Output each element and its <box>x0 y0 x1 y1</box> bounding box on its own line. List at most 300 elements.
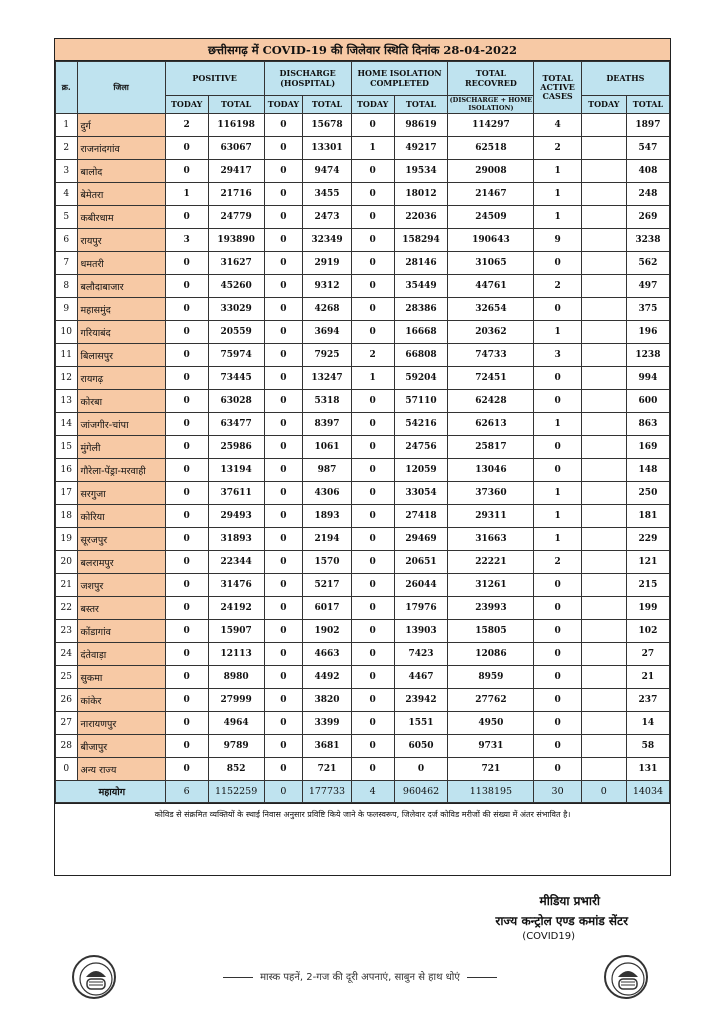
row-district: राजनांदगांव <box>77 137 165 160</box>
cell-dis-today: 0 <box>264 298 303 321</box>
cell-hi-total: 24756 <box>394 436 448 459</box>
header-deaths: DEATHS <box>581 62 669 96</box>
cell-hi-today: 2 <box>351 344 394 367</box>
cell-dis-total: 987 <box>303 459 351 482</box>
header-today: TODAY <box>581 96 626 114</box>
cell-recovered: 72451 <box>448 367 534 390</box>
cell-active: 0 <box>534 689 581 712</box>
cell-death-total: 237 <box>626 689 669 712</box>
cell-dis-total: 4268 <box>303 298 351 321</box>
cell-death-total: 3238 <box>626 229 669 252</box>
signature-office: राज्य कन्ट्रोल एण्ड कमांड सेंटर <box>495 914 628 928</box>
cell-dis-today: 0 <box>264 597 303 620</box>
cell-pos-today: 0 <box>165 252 208 275</box>
header-recovered-sub: (DISCHARGE + HOME ISOLATION) <box>449 96 533 112</box>
row-district: बलरामपुर <box>77 551 165 574</box>
cell-pos-total: 8980 <box>208 666 264 689</box>
cell-death-today <box>581 252 626 275</box>
cell-pos-today: 0 <box>165 206 208 229</box>
cell-death-total: 131 <box>626 758 669 781</box>
cell-dis-today: 0 <box>264 206 303 229</box>
table-row <box>56 643 670 666</box>
cell-pos-total: 37611 <box>208 482 264 505</box>
cell-hi-total: 0 <box>394 758 448 781</box>
cell-hi-today: 1 <box>351 367 394 390</box>
cell-dis-today: 0 <box>264 344 303 367</box>
header-total-recovered: TOTAL RECOVRED <box>448 62 534 96</box>
cell-hi-total: 20651 <box>394 551 448 574</box>
cell-dis-today: 0 <box>264 114 303 137</box>
cell-death-total: 181 <box>626 505 669 528</box>
cell-death-total: 250 <box>626 482 669 505</box>
cell-pos-today: 0 <box>165 620 208 643</box>
total-dis-total: 177733 <box>303 781 351 803</box>
cell-dis-today: 0 <box>264 229 303 252</box>
cell-active: 1 <box>534 413 581 436</box>
row-serial: 22 <box>56 597 78 620</box>
table-row <box>56 505 670 528</box>
cell-hi-today: 0 <box>351 298 394 321</box>
header-total: TOTAL <box>394 96 448 114</box>
cell-dis-total: 3681 <box>303 735 351 758</box>
cell-dis-today: 0 <box>264 459 303 482</box>
table-row <box>56 551 670 574</box>
cell-death-total: 547 <box>626 137 669 160</box>
cell-death-today <box>581 114 626 137</box>
cell-active: 1 <box>534 321 581 344</box>
table-row <box>56 597 670 620</box>
total-hi-total: 960462 <box>394 781 448 803</box>
cell-pos-total: 75974 <box>208 344 264 367</box>
row-serial: 21 <box>56 574 78 597</box>
cell-pos-today: 0 <box>165 528 208 551</box>
cell-death-total: 121 <box>626 551 669 574</box>
cell-hi-today: 0 <box>351 574 394 597</box>
cell-active: 0 <box>534 252 581 275</box>
cell-death-total: 497 <box>626 275 669 298</box>
row-district: दुर्ग <box>77 114 165 137</box>
cell-pos-total: 29417 <box>208 160 264 183</box>
table-row <box>56 712 670 735</box>
cell-dis-today: 0 <box>264 252 303 275</box>
cell-recovered: 20362 <box>448 321 534 344</box>
cell-dis-today: 0 <box>264 643 303 666</box>
cell-recovered: 62428 <box>448 390 534 413</box>
cell-hi-total: 98619 <box>394 114 448 137</box>
cell-pos-today: 0 <box>165 390 208 413</box>
cell-pos-today: 0 <box>165 551 208 574</box>
cell-dis-total: 4492 <box>303 666 351 689</box>
cell-hi-today: 0 <box>351 206 394 229</box>
cell-death-today <box>581 643 626 666</box>
cell-recovered: 114297 <box>448 114 534 137</box>
cell-hi-total: 49217 <box>394 137 448 160</box>
cell-death-total: 102 <box>626 620 669 643</box>
cell-dis-today: 0 <box>264 735 303 758</box>
cell-hi-today: 0 <box>351 160 394 183</box>
cell-hi-today: 0 <box>351 321 394 344</box>
table-row <box>56 666 670 689</box>
mask-icon <box>72 955 116 999</box>
cell-dis-today: 0 <box>264 413 303 436</box>
row-district: कोरिया <box>77 505 165 528</box>
cell-pos-total: 29493 <box>208 505 264 528</box>
cell-pos-total: 73445 <box>208 367 264 390</box>
table-row <box>56 574 670 597</box>
row-serial: 18 <box>56 505 78 528</box>
cell-pos-total: 63067 <box>208 137 264 160</box>
row-serial: 26 <box>56 689 78 712</box>
cell-pos-total: 24779 <box>208 206 264 229</box>
cell-recovered: 29311 <box>448 505 534 528</box>
cell-death-today <box>581 160 626 183</box>
cell-death-today <box>581 712 626 735</box>
cell-dis-total: 3694 <box>303 321 351 344</box>
cell-death-today <box>581 505 626 528</box>
header-total: TOTAL <box>208 96 264 114</box>
cell-pos-today: 0 <box>165 436 208 459</box>
cell-death-total: 229 <box>626 528 669 551</box>
table-row <box>56 160 670 183</box>
cell-recovered: 12086 <box>448 643 534 666</box>
cell-death-total: 1238 <box>626 344 669 367</box>
table-row <box>56 735 670 758</box>
cell-hi-total: 13903 <box>394 620 448 643</box>
cell-hi-total: 22036 <box>394 206 448 229</box>
cell-recovered: 32654 <box>448 298 534 321</box>
cell-death-today <box>581 321 626 344</box>
table-row <box>56 367 670 390</box>
cell-hi-today: 0 <box>351 689 394 712</box>
cell-death-today <box>581 528 626 551</box>
row-serial: 25 <box>56 666 78 689</box>
cell-pos-today: 0 <box>165 574 208 597</box>
cell-recovered: 13046 <box>448 459 534 482</box>
row-serial: 9 <box>56 298 78 321</box>
total-row <box>56 781 670 803</box>
table-row <box>56 436 670 459</box>
cell-recovered: 62518 <box>448 137 534 160</box>
cell-active: 4 <box>534 114 581 137</box>
cell-pos-today: 0 <box>165 758 208 781</box>
header-today: TODAY <box>264 96 303 114</box>
cell-dis-today: 0 <box>264 505 303 528</box>
table-row <box>56 275 670 298</box>
row-serial: 6 <box>56 229 78 252</box>
cell-death-total: 562 <box>626 252 669 275</box>
cell-pos-total: 33029 <box>208 298 264 321</box>
cell-active: 1 <box>534 528 581 551</box>
table-row <box>56 689 670 712</box>
row-serial: 2 <box>56 137 78 160</box>
cell-hi-today: 0 <box>351 252 394 275</box>
cell-active: 0 <box>534 390 581 413</box>
row-serial: 24 <box>56 643 78 666</box>
cell-hi-today: 0 <box>351 758 394 781</box>
cell-dis-total: 1893 <box>303 505 351 528</box>
cell-hi-total: 158294 <box>394 229 448 252</box>
cell-dis-total: 3399 <box>303 712 351 735</box>
cell-active: 0 <box>534 298 581 321</box>
cell-recovered: 24509 <box>448 206 534 229</box>
row-serial: 11 <box>56 344 78 367</box>
cell-dis-total: 2919 <box>303 252 351 275</box>
cell-dis-total: 5318 <box>303 390 351 413</box>
cell-death-total: 58 <box>626 735 669 758</box>
cell-pos-total: 31893 <box>208 528 264 551</box>
cell-recovered: 37360 <box>448 482 534 505</box>
cell-recovered: 62613 <box>448 413 534 436</box>
table-row <box>56 206 670 229</box>
cell-pos-total: 4964 <box>208 712 264 735</box>
cell-recovered: 25817 <box>448 436 534 459</box>
cell-dis-today: 0 <box>264 367 303 390</box>
row-serial: 13 <box>56 390 78 413</box>
row-district: मुंगेली <box>77 436 165 459</box>
cell-death-total: 994 <box>626 367 669 390</box>
total-active: 30 <box>534 781 581 803</box>
cell-pos-total: 45260 <box>208 275 264 298</box>
cell-dis-total: 1570 <box>303 551 351 574</box>
cell-hi-total: 28146 <box>394 252 448 275</box>
cell-hi-total: 28386 <box>394 298 448 321</box>
row-district: गरियाबंद <box>77 321 165 344</box>
cell-hi-total: 59204 <box>394 367 448 390</box>
row-serial: 1 <box>56 114 78 137</box>
cell-recovered: 31261 <box>448 574 534 597</box>
cell-death-today <box>581 735 626 758</box>
header-discharge: DISCHARGE (HOSPITAL) <box>264 62 351 96</box>
total-label: महायोग <box>56 781 166 803</box>
signature-title: मीडिया प्रभारी <box>539 894 600 908</box>
cell-hi-total: 18012 <box>394 183 448 206</box>
row-district: बीजापुर <box>77 735 165 758</box>
row-district: जांजगीर-चांपा <box>77 413 165 436</box>
cell-recovered: 15805 <box>448 620 534 643</box>
cell-hi-today: 0 <box>351 643 394 666</box>
cell-dis-today: 0 <box>264 666 303 689</box>
cell-recovered: 8959 <box>448 666 534 689</box>
cell-pos-today: 0 <box>165 505 208 528</box>
row-district: कबीरधाम <box>77 206 165 229</box>
cell-active: 2 <box>534 137 581 160</box>
cell-active: 2 <box>534 275 581 298</box>
cell-active: 0 <box>534 712 581 735</box>
cell-pos-total: 21716 <box>208 183 264 206</box>
cell-death-today <box>581 206 626 229</box>
cell-pos-today: 0 <box>165 689 208 712</box>
cell-active: 1 <box>534 505 581 528</box>
cell-active: 1 <box>534 160 581 183</box>
cell-pos-today: 0 <box>165 275 208 298</box>
cell-recovered: 74733 <box>448 344 534 367</box>
row-district: रायगढ़ <box>77 367 165 390</box>
cell-pos-today: 2 <box>165 114 208 137</box>
row-serial: 4 <box>56 183 78 206</box>
row-district: सरगुजा <box>77 482 165 505</box>
row-district: बलौदाबाजार <box>77 275 165 298</box>
row-serial: 3 <box>56 160 78 183</box>
row-serial: 8 <box>56 275 78 298</box>
header-positive: POSITIVE <box>165 62 264 96</box>
row-district: बेमेतरा <box>77 183 165 206</box>
cell-recovered: 31065 <box>448 252 534 275</box>
cell-pos-total: 25986 <box>208 436 264 459</box>
cell-hi-today: 0 <box>351 482 394 505</box>
cell-death-today <box>581 229 626 252</box>
cell-death-total: 27 <box>626 643 669 666</box>
row-serial: 27 <box>56 712 78 735</box>
cell-hi-total: 33054 <box>394 482 448 505</box>
footnote: कोविड से संक्रमित व्यक्तियों के स्थाई निवास अनुसार प्रविष्टि किये जाने के फलस्वरूप, जिलेवार दर्ज कोविड मरीजों की संख्या में अंतर संभावित है। <box>55 803 670 825</box>
cell-death-total: 1897 <box>626 114 669 137</box>
cell-death-total: 269 <box>626 206 669 229</box>
cell-dis-total: 1061 <box>303 436 351 459</box>
cell-recovered: 21467 <box>448 183 534 206</box>
row-district: जशपुर <box>77 574 165 597</box>
cell-pos-total: 63028 <box>208 390 264 413</box>
cell-death-today <box>581 574 626 597</box>
row-district: अन्य राज्य <box>77 758 165 781</box>
cell-death-total: 196 <box>626 321 669 344</box>
cell-death-today <box>581 597 626 620</box>
cell-dis-today: 0 <box>264 689 303 712</box>
cell-active: 0 <box>534 459 581 482</box>
cell-active: 0 <box>534 735 581 758</box>
row-serial: 12 <box>56 367 78 390</box>
cell-hi-today: 0 <box>351 597 394 620</box>
cell-death-total: 199 <box>626 597 669 620</box>
row-district: बस्तर <box>77 597 165 620</box>
cell-dis-today: 0 <box>264 183 303 206</box>
total-death-total: 14034 <box>626 781 669 803</box>
cell-hi-total: 29469 <box>394 528 448 551</box>
cell-dis-today: 0 <box>264 321 303 344</box>
table-row <box>56 114 670 137</box>
cell-pos-today: 1 <box>165 183 208 206</box>
cell-pos-today: 0 <box>165 712 208 735</box>
cell-dis-total: 721 <box>303 758 351 781</box>
cell-pos-today: 0 <box>165 459 208 482</box>
cell-death-total: 21 <box>626 666 669 689</box>
cell-pos-total: 9789 <box>208 735 264 758</box>
table-row <box>56 344 670 367</box>
cell-recovered: 29008 <box>448 160 534 183</box>
cell-dis-total: 4306 <box>303 482 351 505</box>
header-today: TODAY <box>351 96 394 114</box>
cell-recovered: 31663 <box>448 528 534 551</box>
cell-hi-total: 17976 <box>394 597 448 620</box>
cell-pos-today: 0 <box>165 321 208 344</box>
cell-dis-today: 0 <box>264 620 303 643</box>
row-serial: 23 <box>56 620 78 643</box>
row-district: गौरेला-पेंड्रा-मरवाही <box>77 459 165 482</box>
signature-covid: (COVID19) <box>522 931 575 942</box>
row-district: दंतेवाड़ा <box>77 643 165 666</box>
cell-death-today <box>581 551 626 574</box>
total-death-today: 0 <box>581 781 626 803</box>
cell-hi-today: 0 <box>351 229 394 252</box>
row-serial: 7 <box>56 252 78 275</box>
cell-pos-today: 3 <box>165 229 208 252</box>
cell-pos-today: 0 <box>165 367 208 390</box>
cell-active: 0 <box>534 597 581 620</box>
cell-hi-total: 12059 <box>394 459 448 482</box>
cell-death-today <box>581 620 626 643</box>
cell-dis-total: 2473 <box>303 206 351 229</box>
cell-hi-today: 0 <box>351 183 394 206</box>
cell-death-today <box>581 367 626 390</box>
row-serial: 28 <box>56 735 78 758</box>
cell-dis-total: 5217 <box>303 574 351 597</box>
cell-active: 0 <box>534 758 581 781</box>
table-row <box>56 620 670 643</box>
cell-hi-total: 27418 <box>394 505 448 528</box>
cell-dis-total: 13247 <box>303 367 351 390</box>
cell-active: 0 <box>534 367 581 390</box>
cell-death-today <box>581 459 626 482</box>
table-row <box>56 528 670 551</box>
table-row <box>56 459 670 482</box>
cell-recovered: 44761 <box>448 275 534 298</box>
cell-hi-today: 0 <box>351 528 394 551</box>
cell-hi-total: 6050 <box>394 735 448 758</box>
cell-death-total: 248 <box>626 183 669 206</box>
row-serial: 0 <box>56 758 78 781</box>
cell-death-today <box>581 436 626 459</box>
row-serial: 17 <box>56 482 78 505</box>
cell-dis-total: 2194 <box>303 528 351 551</box>
cell-pos-today: 0 <box>165 137 208 160</box>
header-district: जिला <box>77 62 165 114</box>
cell-dis-total: 9312 <box>303 275 351 298</box>
cell-pos-today: 0 <box>165 344 208 367</box>
cell-recovered: 9731 <box>448 735 534 758</box>
cell-dis-today: 0 <box>264 390 303 413</box>
cell-dis-today: 0 <box>264 712 303 735</box>
row-district: सुकमा <box>77 666 165 689</box>
cell-hi-total: 23942 <box>394 689 448 712</box>
cell-death-today <box>581 482 626 505</box>
cell-hi-today: 0 <box>351 735 394 758</box>
row-district: सूरजपुर <box>77 528 165 551</box>
cell-dis-total: 1902 <box>303 620 351 643</box>
arrow-right-icon <box>467 977 497 978</box>
row-district: धमतरी <box>77 252 165 275</box>
table-row <box>56 137 670 160</box>
cell-pos-today: 0 <box>165 643 208 666</box>
cell-dis-today: 0 <box>264 137 303 160</box>
cell-recovered: 23993 <box>448 597 534 620</box>
cell-death-total: 148 <box>626 459 669 482</box>
cell-pos-today: 0 <box>165 597 208 620</box>
cell-dis-today: 0 <box>264 482 303 505</box>
cell-active: 1 <box>534 206 581 229</box>
cell-hi-total: 35449 <box>394 275 448 298</box>
covid-report-sheet <box>54 38 671 876</box>
cell-hi-total: 16668 <box>394 321 448 344</box>
cell-active: 0 <box>534 666 581 689</box>
cell-pos-total: 24192 <box>208 597 264 620</box>
cell-dis-today: 0 <box>264 551 303 574</box>
cell-recovered: 721 <box>448 758 534 781</box>
cell-dis-total: 15678 <box>303 114 351 137</box>
row-district: कोरबा <box>77 390 165 413</box>
row-serial: 10 <box>56 321 78 344</box>
row-district: रायपुर <box>77 229 165 252</box>
table-row <box>56 321 670 344</box>
cell-hi-today: 0 <box>351 459 394 482</box>
